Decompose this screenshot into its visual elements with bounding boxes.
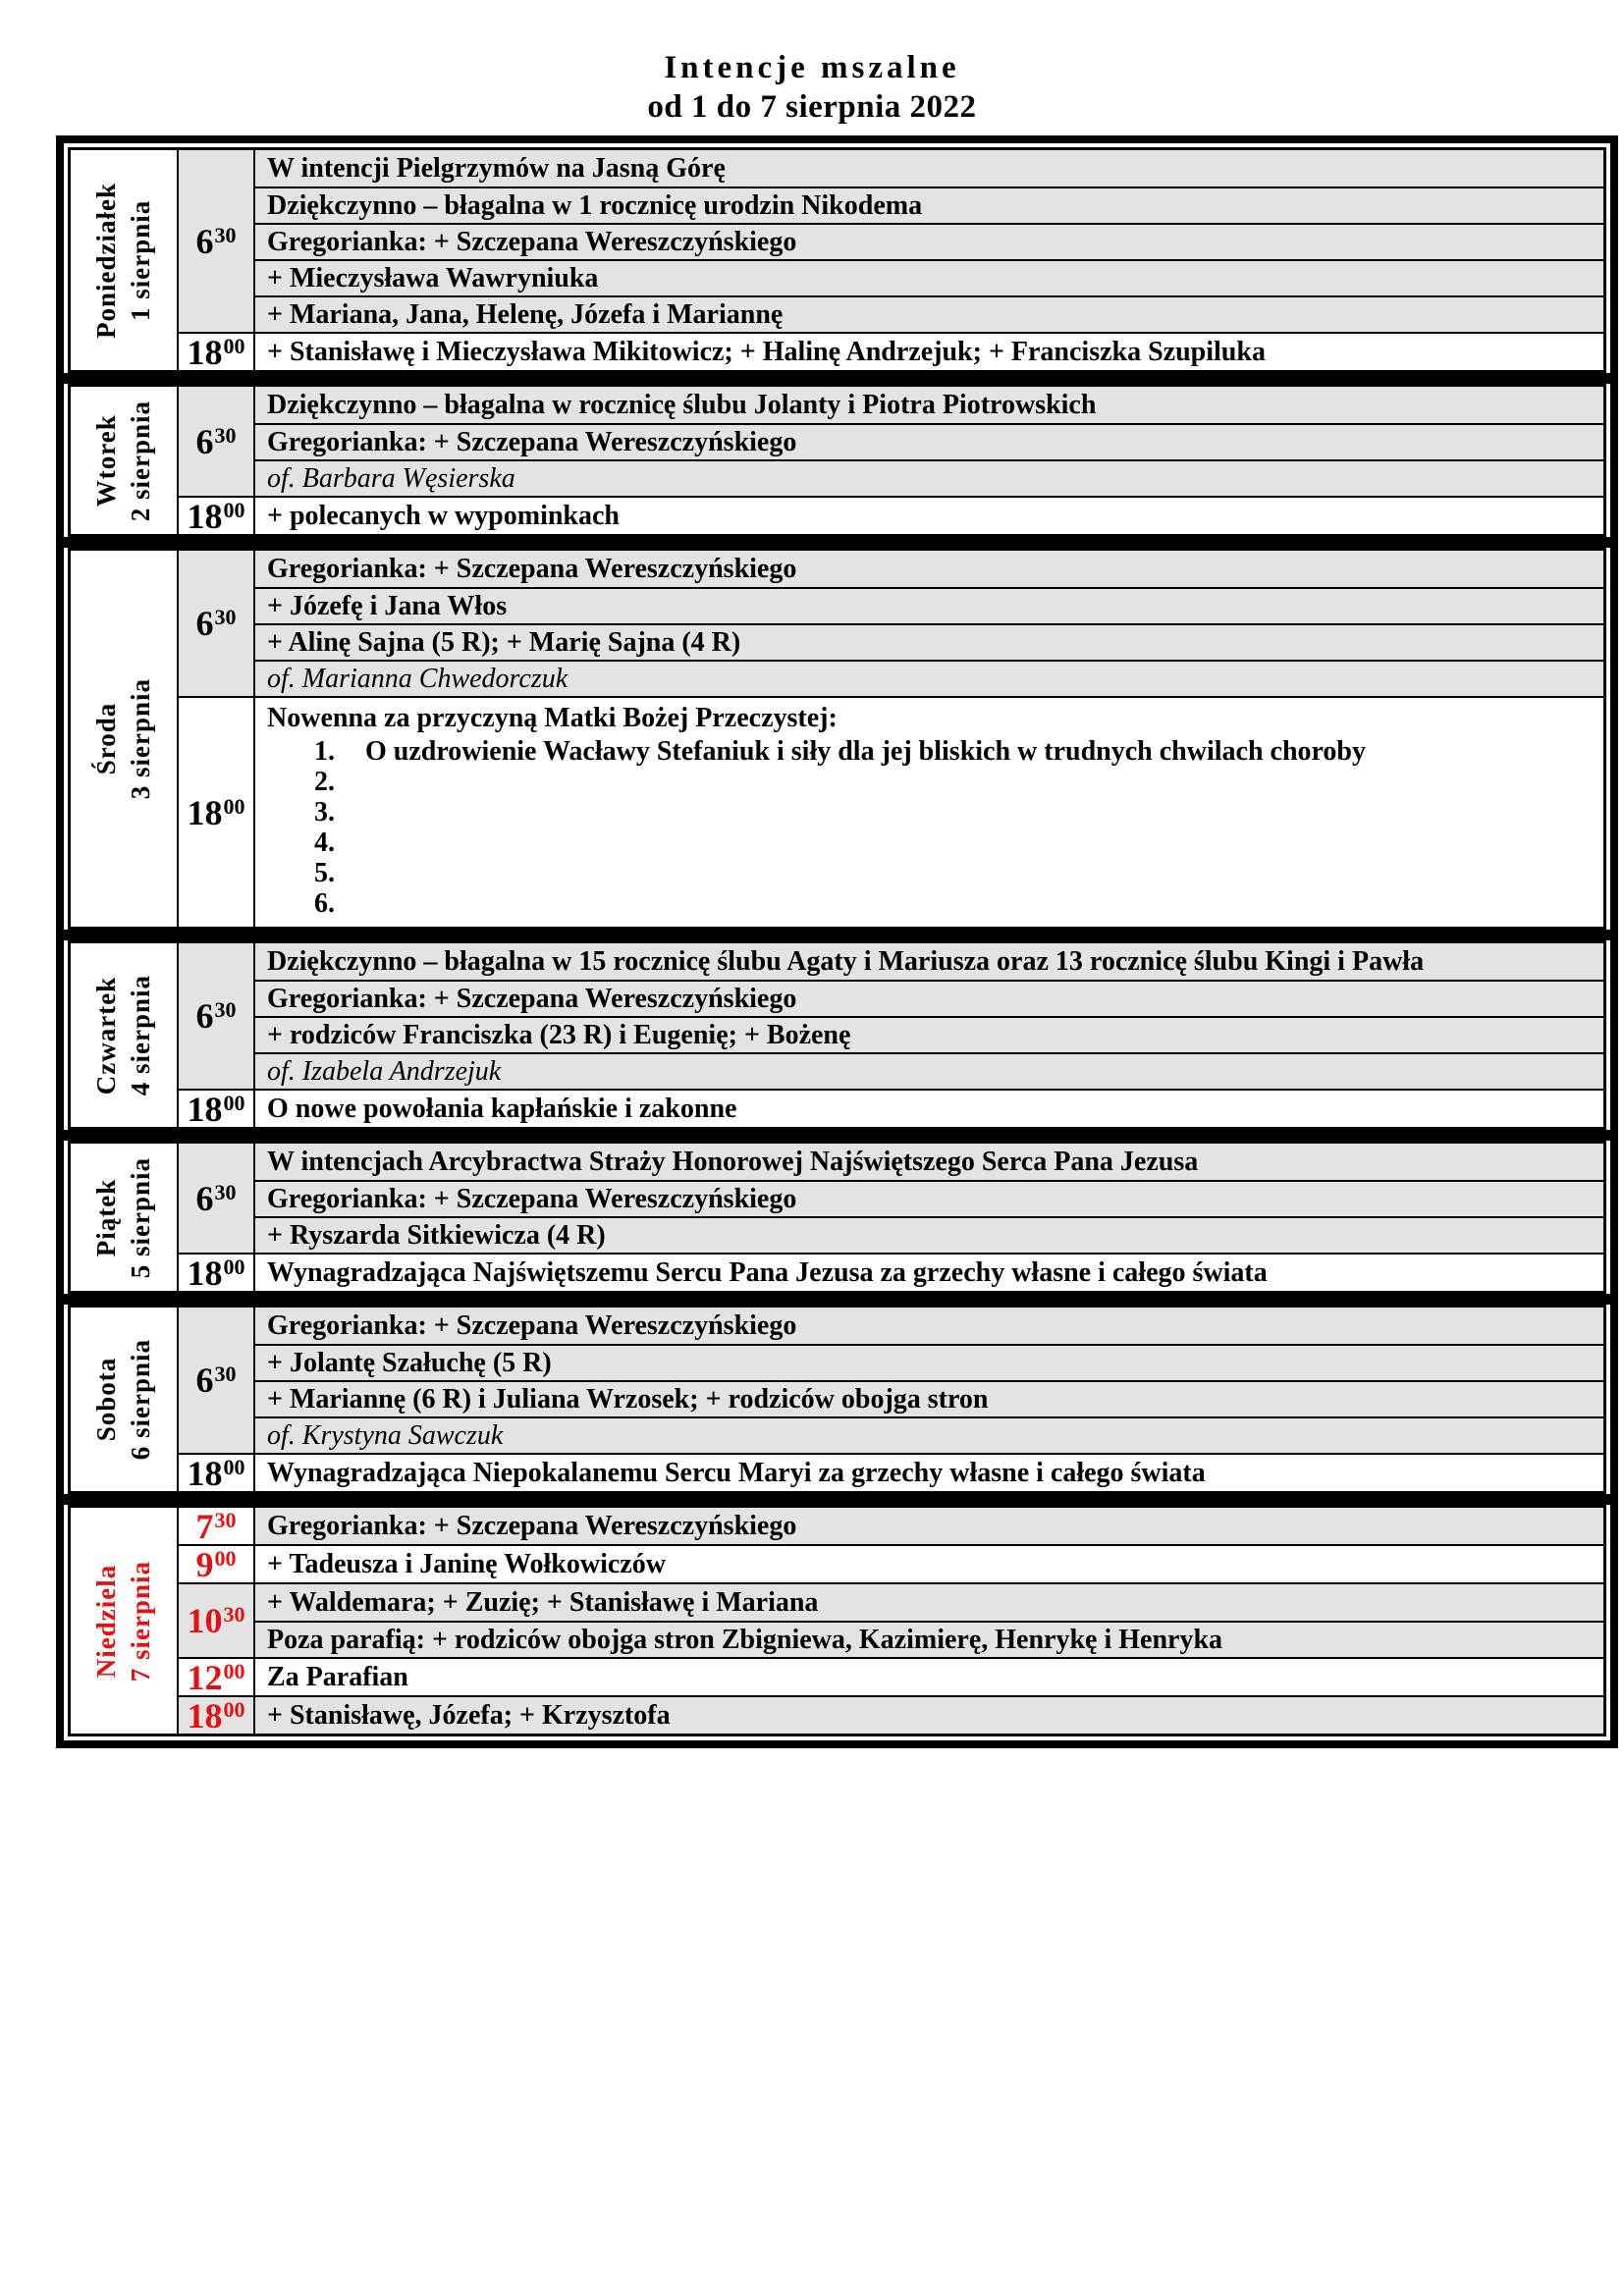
mass-time <box>179 698 255 927</box>
intention-row: Gregorianka: + Szczepana Wereszczyńskiego <box>255 1508 1603 1544</box>
time-hour: 10 <box>187 1601 223 1641</box>
intention-rows <box>255 1091 1603 1127</box>
day-header <box>71 387 179 534</box>
time-hour: 6 <box>195 1178 214 1218</box>
time-minutes: 30 <box>223 1602 245 1628</box>
day-header <box>71 1508 179 1734</box>
intention-rows <box>255 1546 1603 1582</box>
intention-row: of. Izabela Andrzejuk <box>255 1052 1603 1089</box>
time-minutes: 00 <box>223 333 245 358</box>
mass-time <box>179 1144 255 1253</box>
novena-item-number: 2. <box>314 767 335 798</box>
intention-row: of. Barbara Węsierska <box>255 459 1603 496</box>
day-header <box>71 150 179 370</box>
intention-row: + Mieczysława Wawryniuka <box>255 259 1603 295</box>
intention-row: W intencji Pielgrzymów na Jasną Górę <box>255 150 1603 187</box>
intention-row: Wynagradzająca Niepokalanemu Sercu Maryi za grzechy własne i całego świata <box>255 1455 1603 1491</box>
schedule-table <box>56 135 1618 1748</box>
time-value <box>187 1695 245 1735</box>
time-value <box>195 421 237 461</box>
day-header <box>71 1308 179 1491</box>
mass-slot <box>179 496 1603 534</box>
day-header <box>71 1144 179 1291</box>
mass-slot <box>179 943 1603 1089</box>
mass-time <box>179 1091 255 1127</box>
day-block-1 <box>68 147 1606 373</box>
intention-rows <box>255 1455 1603 1491</box>
time-hour: 12 <box>187 1657 223 1697</box>
intention-row: Gregorianka: + Szczepana Wereszczyńskiego <box>255 980 1603 1016</box>
day-header <box>71 943 179 1127</box>
day-block-3 <box>68 548 1606 930</box>
intention-rows <box>255 943 1603 1089</box>
mass-slot <box>179 1544 1603 1582</box>
time-hour: 6 <box>195 604 214 644</box>
mass-slot <box>179 1695 1603 1734</box>
time-value <box>187 1601 245 1641</box>
time-hour: 7 <box>195 1506 214 1546</box>
intention-rows <box>255 498 1603 534</box>
time-value <box>187 332 245 372</box>
time-value <box>187 1657 245 1697</box>
novena-item-number: 4. <box>314 828 335 859</box>
day-name-rotated <box>89 183 158 339</box>
intention-row: O nowe powołania kapłańskie i zakonne <box>255 1091 1603 1127</box>
mass-time <box>179 1508 255 1544</box>
day-name-rotated <box>89 400 158 521</box>
time-minutes: 30 <box>214 422 237 448</box>
intention-row: + Tadeusza i Janinę Wołkowiczów <box>255 1546 1603 1582</box>
time-minutes: 00 <box>223 497 245 522</box>
intention-row: + polecanych w wypominkach <box>255 498 1603 534</box>
mass-slot <box>179 551 1603 696</box>
time-value <box>187 792 245 832</box>
time-minutes: 00 <box>223 1254 245 1279</box>
day-name: Sobota <box>90 1357 121 1442</box>
day-block-2 <box>68 384 1606 537</box>
day-name: Piątek <box>90 1178 121 1256</box>
time-hour: 18 <box>187 1453 223 1493</box>
intention-row: Wynagradzająca Najświętszemu Sercu Pana Jezusa za grzechy własne i całego świata <box>255 1255 1603 1291</box>
novena-item-text <box>350 888 1596 919</box>
day-name-rotated <box>89 975 158 1095</box>
mass-time <box>179 551 255 696</box>
day-separator <box>64 373 1610 384</box>
day-slots <box>179 943 1603 1127</box>
page-subtitle: od 1 do 7 sierpnia 2022 <box>647 88 977 125</box>
time-minutes: 00 <box>223 1658 245 1683</box>
day-block-6 <box>68 1305 1606 1494</box>
time-minutes: 30 <box>214 1179 237 1204</box>
intention-rows <box>255 1144 1603 1253</box>
day-name-rotated <box>89 1157 158 1278</box>
novena-heading: Nowenna za przyczyną Matki Bożej Przeczystej: <box>267 703 838 734</box>
mass-slot <box>179 1508 1603 1544</box>
novena-item <box>267 736 1596 767</box>
intention-rows <box>255 1584 1603 1657</box>
intention-rows <box>255 1508 1603 1544</box>
novena-item <box>267 888 1596 919</box>
time-minutes: 30 <box>214 997 237 1023</box>
day-block-5 <box>68 1141 1606 1294</box>
time-value <box>187 1089 245 1129</box>
day-block-7 <box>68 1505 1606 1736</box>
novena-item-number: 3. <box>314 797 335 828</box>
novena-item-text <box>350 828 1596 858</box>
novena-item <box>267 858 1596 888</box>
mass-slot <box>179 1582 1603 1657</box>
day-name: Niedziela <box>90 1564 121 1678</box>
day-slots <box>179 1308 1603 1491</box>
time-hour: 6 <box>195 221 214 261</box>
novena-item-text: O uzdrowienie Wacławy Stefaniuk i siły dla jej bliskich w trudnych chwilach choroby <box>365 736 1367 768</box>
intention-rows <box>255 150 1603 332</box>
mass-slot <box>179 1089 1603 1127</box>
mass-slot <box>179 1453 1603 1491</box>
intention-row: + Jolantę Szałuchę (5 R) <box>255 1344 1603 1380</box>
intention-row: + Stanisławę i Mieczysława Mikitowicz; + Halinę Andrzejuk; + Franciszka Szupiluka <box>255 334 1603 370</box>
time-value <box>195 221 237 261</box>
intention-row: + rodziców Franciszka (23 R) i Eugenię; + Bożenę <box>255 1016 1603 1052</box>
time-value <box>188 1255 245 1291</box>
mass-time <box>179 1308 255 1453</box>
novena-item-number: 1. <box>314 736 335 768</box>
day-date: 5 sierpnia <box>126 1156 155 1278</box>
intention-row: + Józefę i Jana Włos <box>255 587 1603 623</box>
time-hour: 18 <box>187 1089 223 1129</box>
mass-slot <box>179 332 1603 370</box>
intention-row: of. Marianna Chwedorczuk <box>255 660 1603 696</box>
intention-row: + Waldemara; + Zuzię; + Stanisławę i Mariana <box>255 1584 1603 1621</box>
day-separator <box>64 1494 1610 1505</box>
time-minutes: 30 <box>214 605 237 630</box>
time-value <box>195 1506 237 1546</box>
time-hour: 6 <box>195 421 214 461</box>
mass-time <box>179 1697 255 1734</box>
document-header <box>0 0 1624 127</box>
day-block-4 <box>68 940 1606 1130</box>
mass-slot <box>179 1144 1603 1253</box>
intention-row: Gregorianka: + Szczepana Wereszczyńskiego <box>255 423 1603 459</box>
time-hour: 6 <box>195 1361 214 1401</box>
intention-row: Za Parafian <box>255 1659 1603 1695</box>
intention-rows <box>255 387 1603 496</box>
day-slots <box>179 1144 1603 1291</box>
day-name: Środa <box>90 702 121 775</box>
intention-rows <box>255 551 1603 696</box>
intention-row: + Mariana, Jana, Helenę, Józefa i Mariannę <box>255 295 1603 332</box>
intention-rows <box>255 334 1603 370</box>
time-hour: 18 <box>187 1253 223 1293</box>
day-separator <box>64 1130 1610 1141</box>
intention-row: + Ryszarda Sitkiewicza (4 R) <box>255 1216 1603 1253</box>
novena-block <box>255 698 1603 927</box>
intention-row: + Alinę Sajna (5 R); + Marię Sajna (4 R) <box>255 623 1603 660</box>
day-date: 3 sierpnia <box>126 678 155 800</box>
intention-row: Gregorianka: + Szczepana Wereszczyńskiego <box>255 1308 1603 1344</box>
time-minutes: 00 <box>214 1545 237 1571</box>
novena-item-text <box>350 797 1596 828</box>
day-date: 4 sierpnia <box>126 975 155 1096</box>
day-name-rotated <box>89 1561 158 1682</box>
day-separator <box>64 537 1610 548</box>
mass-slot <box>179 1657 1603 1695</box>
novena-item <box>267 767 1596 797</box>
novena-item-number: 6. <box>314 888 335 920</box>
mass-time <box>179 1455 255 1491</box>
time-value <box>195 1361 237 1401</box>
day-date: 1 sierpnia <box>126 199 155 321</box>
time-hour: 18 <box>187 332 223 372</box>
mass-time <box>179 1255 255 1291</box>
novena-item-number: 5. <box>314 858 335 889</box>
time-hour: 18 <box>187 496 223 536</box>
time-minutes: 00 <box>223 1696 245 1722</box>
day-date: 6 sierpnia <box>126 1339 155 1461</box>
time-minutes: 30 <box>214 222 237 247</box>
day-slots <box>179 551 1603 927</box>
day-name: Czwartek <box>90 976 121 1095</box>
day-slots <box>179 150 1603 370</box>
intention-row: Dziękczynno – błagalna w rocznicę ślubu Jolanty i Piotra Piotrowskich <box>255 387 1603 423</box>
time-value <box>195 1178 237 1218</box>
page-title: Intencje mszalne <box>664 50 960 85</box>
intention-rows <box>255 1308 1603 1453</box>
mass-time <box>179 498 255 534</box>
day-header <box>71 551 179 927</box>
time-hour: 9 <box>195 1544 214 1584</box>
day-name: Poniedziałek <box>90 182 121 339</box>
novena-item <box>267 828 1596 858</box>
mass-slot <box>179 1308 1603 1453</box>
intention-row: Gregorianka: + Szczepana Wereszczyńskiego <box>255 1180 1603 1216</box>
mass-time <box>179 150 255 332</box>
time-value <box>187 496 245 536</box>
mass-time <box>179 1659 255 1695</box>
time-minutes: 00 <box>223 1090 245 1115</box>
mass-time <box>179 1546 255 1582</box>
time-minutes: 00 <box>223 1454 245 1479</box>
intention-row: W intencjach Arcybractwa Straży Honorowej Najświętszego Serca Pana Jezusa <box>255 1144 1603 1180</box>
day-name-rotated <box>89 678 158 799</box>
day-separator <box>64 930 1610 940</box>
time-value <box>195 604 237 644</box>
intention-row: Dziękczynno – błagalna w 1 rocznicę urodzin Nikodema <box>255 187 1603 223</box>
mass-slot <box>179 150 1603 332</box>
time-value <box>195 996 237 1037</box>
intention-row: Gregorianka: + Szczepana Wereszczyńskiego <box>255 223 1603 259</box>
day-slots <box>179 387 1603 534</box>
day-date: 2 sierpnia <box>126 400 155 521</box>
intention-rows <box>255 1659 1603 1695</box>
time-hour: 6 <box>195 996 214 1037</box>
mass-time <box>179 943 255 1089</box>
time-minutes: 30 <box>214 1362 237 1387</box>
day-name-rotated <box>89 1339 158 1460</box>
time-minutes: 30 <box>214 1507 237 1532</box>
intention-row: Dziękczynno – błagalna w 15 rocznicę ślubu Agaty i Mariusza oraz 13 rocznicę ślubu Kingi i Pawła <box>255 943 1603 980</box>
day-separator <box>64 1294 1610 1305</box>
mass-slot <box>179 1253 1603 1291</box>
time-hour: 18 <box>187 1695 223 1735</box>
intention-row: + Mariannę (6 R) i Juliana Wrzosek; + rodziców obojga stron <box>255 1380 1603 1416</box>
intention-rows <box>255 1697 1603 1734</box>
day-name: Wtorek <box>90 414 121 507</box>
day-date: 7 sierpnia <box>126 1560 155 1682</box>
mass-time <box>179 1584 255 1657</box>
novena-item-text <box>350 767 1596 797</box>
day-slots <box>179 1508 1603 1734</box>
mass-time <box>179 334 255 370</box>
intention-row: + Stanisławę, Józefa; + Krzysztofa <box>255 1697 1603 1734</box>
mass-slot <box>179 387 1603 496</box>
intention-rows <box>255 698 1603 927</box>
intention-rows <box>255 1255 1603 1291</box>
mass-slot <box>179 696 1603 927</box>
novena-item-text <box>350 858 1596 888</box>
time-value <box>195 1544 237 1584</box>
time-minutes: 00 <box>223 793 245 819</box>
intention-row: Poza parafią: + rodziców obojga stron Zbigniewa, Kazimierę, Henrykę i Henryka <box>255 1621 1603 1657</box>
novena-item <box>267 797 1596 828</box>
mass-time <box>179 387 255 496</box>
intention-row: of. Krystyna Sawczuk <box>255 1416 1603 1453</box>
intention-row: Gregorianka: + Szczepana Wereszczyńskiego <box>255 551 1603 587</box>
time-value <box>187 1453 245 1493</box>
time-hour: 18 <box>187 792 223 832</box>
